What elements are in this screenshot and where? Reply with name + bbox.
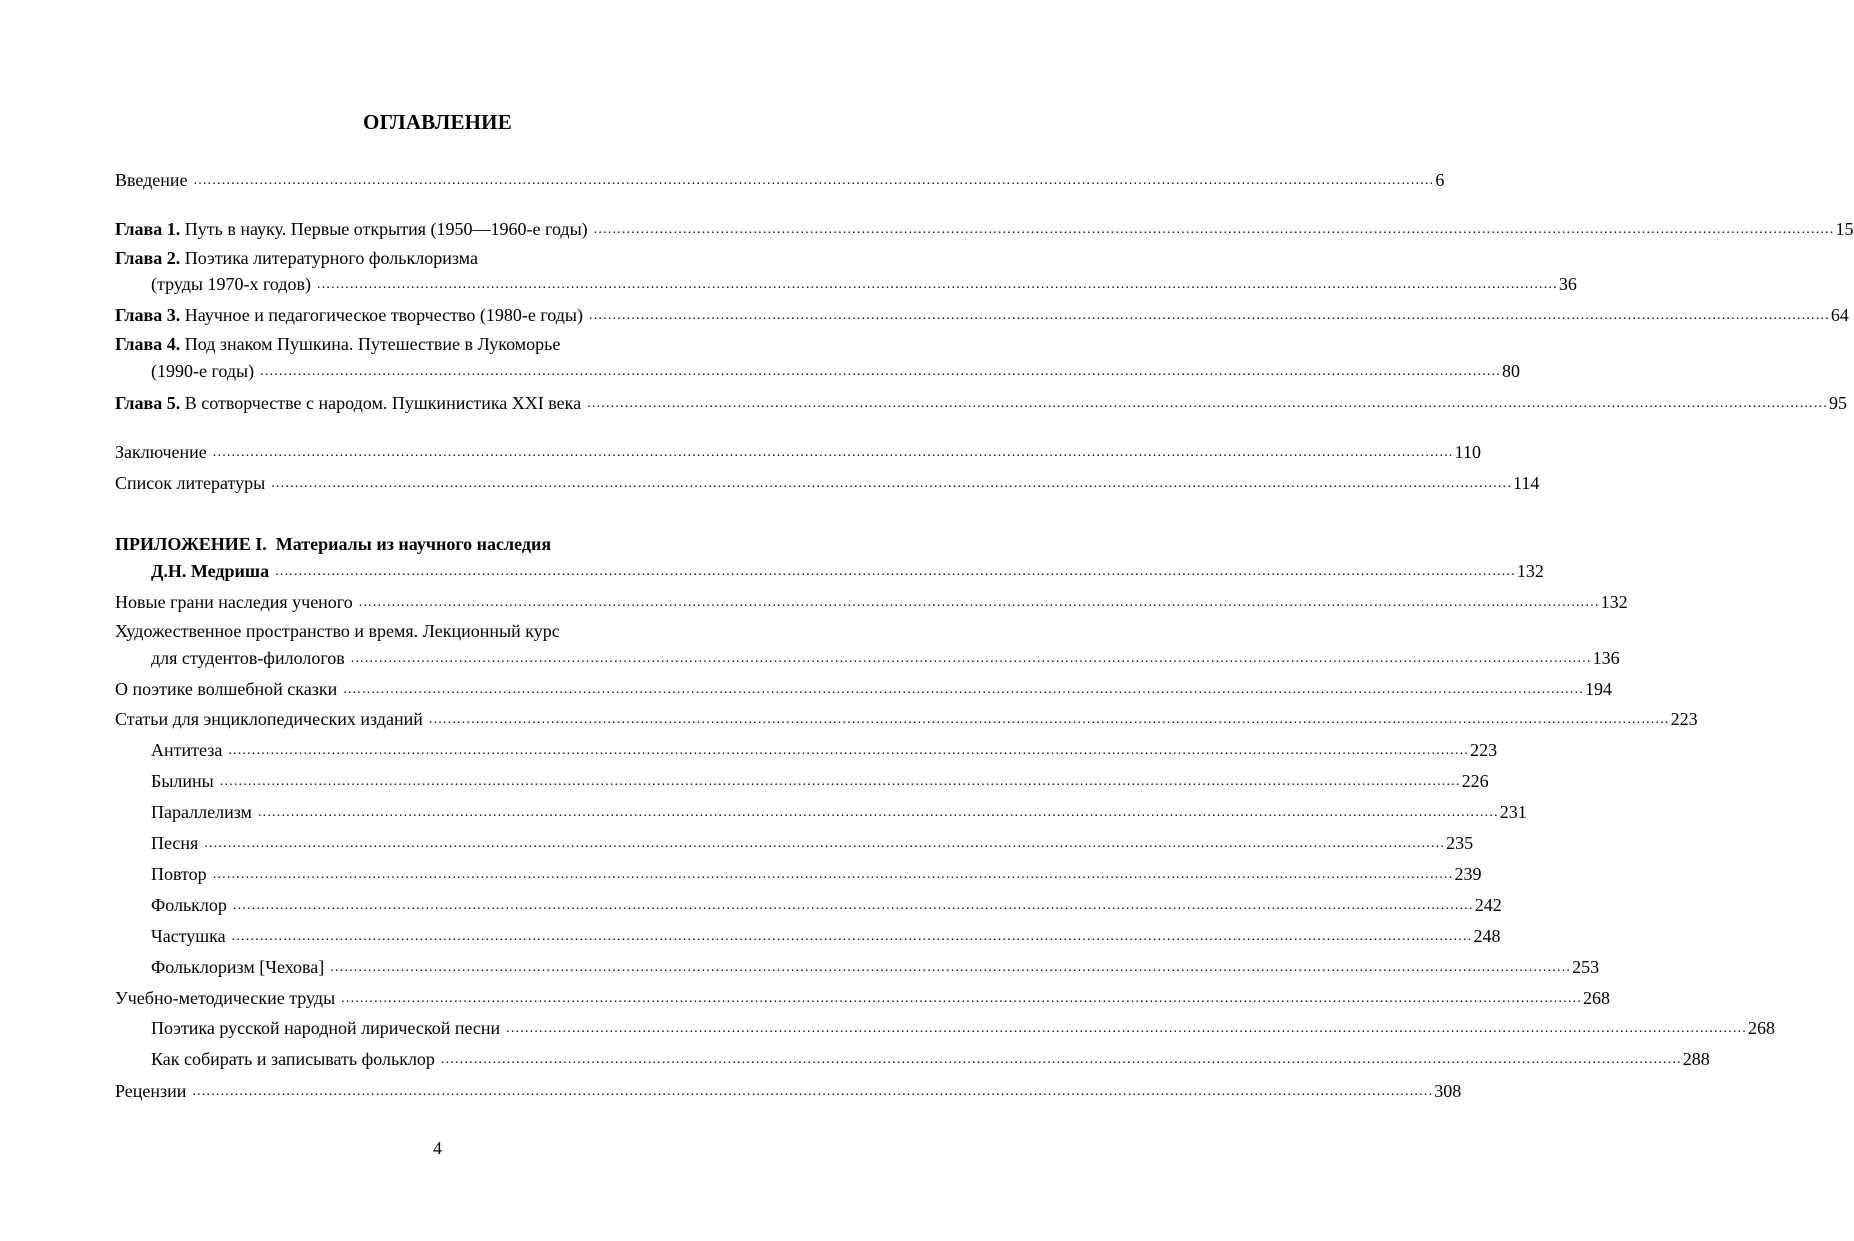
toc-label: Антитеза: [151, 740, 223, 760]
toc-page: 36: [1558, 274, 1577, 294]
toc-page: 242: [1474, 895, 1502, 915]
toc-label: Фольклоризм [Чехова]: [151, 957, 325, 977]
toc-entry-art-space[interactable]: [115, 620, 560, 642]
toc-label: Статьи для энциклопедических изданий: [115, 709, 423, 729]
dot-leader: ........................................................................................................................................................................................................................................................................: [204, 836, 1446, 851]
toc-entry-folklorism[interactable]: [151, 954, 1600, 978]
page-title: ОГЛАВЛЕНИЕ: [363, 110, 512, 134]
dot-leader: ........................................................................................................................................................................................................................................................................: [343, 682, 1585, 697]
toc-label: Фольклор: [151, 895, 227, 915]
toc-label: Рецензии: [115, 1081, 187, 1101]
dot-leader: ........................................................................................................................................................................................................................................................................: [219, 774, 1461, 789]
dot-leader: ........................................................................................................................................................................................................................................................................: [271, 476, 1513, 491]
toc-page: 132: [1516, 561, 1544, 581]
toc-page: 95: [1828, 393, 1847, 413]
toc-page: 231: [1499, 802, 1527, 822]
dot-leader: ........................................................................................................................................................................................................................................................................: [358, 595, 1600, 610]
dot-leader: ........................................................................................................................................................................................................................................................................: [350, 651, 1592, 666]
toc-page: 239: [1454, 864, 1482, 884]
toc-entry-chapter-5[interactable]: [115, 390, 1847, 414]
dot-leader: ........................................................................................................................................................................................................................................................................: [260, 364, 1501, 379]
toc-label: Учебно-методические труды: [115, 988, 336, 1008]
dot-leader: ........................................................................................................................................................................................................................................................................: [232, 898, 1474, 913]
toc-entry-art-space-cont[interactable]: [151, 645, 1620, 669]
toc-page: 114: [1513, 473, 1540, 493]
dot-leader: ........................................................................................................................................................................................................................................................................: [317, 277, 1558, 292]
toc-page: 80: [1501, 361, 1520, 381]
toc-page: 132: [1600, 592, 1628, 612]
toc-label: Научное и педагогическое творчество (1980-е годы): [184, 305, 584, 325]
toc-page: 226: [1461, 771, 1489, 791]
toc-entry-bibliography[interactable]: [115, 470, 1540, 494]
toc-page: 194: [1585, 679, 1613, 699]
dot-leader: ........................................................................................................................................................................................................................................................................: [275, 564, 1516, 579]
toc-entry-lyric-song[interactable]: [151, 1015, 1775, 1039]
dot-leader: ........................................................................................................................................................................................................................................................................: [231, 929, 1473, 944]
toc-entry-chapter-1[interactable]: [115, 216, 1854, 240]
toc-entry-repetition[interactable]: [151, 861, 1482, 885]
toc-page: 288: [1682, 1049, 1710, 1069]
toc-entry-chastushka[interactable]: [151, 923, 1501, 947]
toc-label: Новые грани наследия ученого: [115, 592, 353, 612]
dot-leader: ........................................................................................................................................................................................................................................................................: [589, 308, 1830, 323]
chapter-prefix: Глава 4.: [115, 334, 181, 354]
toc-entry-new-facets[interactable]: [115, 589, 1628, 613]
chapter-prefix: Глава 1.: [115, 219, 181, 239]
chapter-prefix: Глава 2.: [115, 248, 181, 268]
toc-label: Былины: [151, 771, 214, 791]
toc-label: Заключение: [115, 442, 207, 462]
toc-page: 235: [1446, 833, 1474, 853]
toc-entry-intro[interactable]: [115, 167, 1445, 191]
toc-entry-antithesis[interactable]: [151, 737, 1498, 761]
dot-leader: ........................................................................................................................................................................................................................................................................: [428, 712, 1670, 727]
dot-leader: ........................................................................................................................................................................................................................................................................: [193, 173, 1435, 188]
toc-entry-parallelism[interactable]: [151, 799, 1527, 823]
toc-page: 110: [1454, 442, 1481, 462]
toc-page: 64: [1830, 305, 1849, 325]
toc-entry-byliny[interactable]: [151, 768, 1489, 792]
toc-page: 308: [1434, 1081, 1462, 1101]
toc-label-cont: Д.Н. Медриша: [151, 561, 270, 581]
dot-leader: ........................................................................................................................................................................................................................................................................: [440, 1052, 1682, 1067]
toc-page: 253: [1572, 957, 1600, 977]
toc-page: 15: [1835, 219, 1854, 239]
toc-entry-appendix[interactable]: [115, 533, 551, 555]
toc-label: Под знаком Пушкина. Путешествие в Лукоморье: [184, 334, 561, 354]
toc-label: Песня: [151, 833, 199, 853]
toc-label: Художественное пространство и время. Лекционный курс: [115, 621, 560, 641]
toc-page: 6: [1435, 170, 1445, 190]
toc-label: Параллелизм: [151, 802, 252, 822]
toc-label: Список литературы: [115, 473, 266, 493]
toc-label: О поэтике волшебной сказки: [115, 679, 338, 699]
toc-entry-conclusion[interactable]: [115, 439, 1481, 463]
dot-leader: ........................................................................................................................................................................................................................................................................: [228, 743, 1470, 758]
dot-leader: ........................................................................................................................................................................................................................................................................: [506, 1021, 1747, 1036]
toc-entry-folklore[interactable]: [151, 892, 1502, 916]
toc-page: 223: [1470, 740, 1498, 760]
dot-leader: ........................................................................................................................................................................................................................................................................: [593, 222, 1835, 237]
toc-page: 223: [1670, 709, 1698, 729]
chapter-prefix: Глава 3.: [115, 305, 181, 325]
toc-label: Повтор: [151, 864, 207, 884]
toc-page: 268: [1747, 1018, 1775, 1038]
toc-label: В сотворчестве с народом. Пушкинистика XXI века: [184, 393, 582, 413]
dot-leader: ........................................................................................................................................................................................................................................................................: [212, 867, 1454, 882]
chapter-prefix: Глава 5.: [115, 393, 181, 413]
dot-leader: ........................................................................................................................................................................................................................................................................: [341, 991, 1582, 1006]
toc-entry-chapter-4-cont[interactable]: [151, 358, 1520, 382]
toc-label: Введение: [115, 170, 188, 190]
toc-entry-chapter-2[interactable]: [115, 247, 478, 269]
dot-leader: ........................................................................................................................................................................................................................................................................: [330, 960, 1572, 975]
toc-label: Поэтика литературного фольклоризма: [184, 248, 478, 268]
toc-entry-appendix-cont[interactable]: [151, 558, 1544, 582]
toc-entry-chapter-2-cont[interactable]: [151, 271, 1577, 295]
toc-page: 136: [1592, 648, 1620, 668]
dot-leader: ........................................................................................................................................................................................................................................................................: [192, 1084, 1434, 1099]
toc-entry-methodical[interactable]: [115, 985, 1610, 1009]
toc-entry-reviews[interactable]: [115, 1078, 1462, 1102]
toc-entry-song[interactable]: [151, 830, 1474, 854]
toc-label: Как собирать и записывать фольклор: [151, 1049, 435, 1069]
toc-entry-fairy-tale[interactable]: [115, 676, 1613, 700]
toc-label: Поэтика русской народной лирической песни: [151, 1018, 501, 1038]
toc-label-cont: (труды 1970-х годов): [151, 274, 312, 294]
page-number: 4: [433, 1138, 442, 1158]
dot-leader: ........................................................................................................................................................................................................................................................................: [212, 445, 1454, 460]
toc-entry-collect[interactable]: [151, 1046, 1710, 1070]
toc-entry-encyclopedia[interactable]: [115, 706, 1698, 730]
toc-page: 248: [1473, 926, 1501, 946]
toc-page: 268: [1582, 988, 1610, 1008]
toc-label: ПРИЛОЖЕНИЕ I. Материалы из научного наследия: [115, 534, 552, 554]
toc-entry-chapter-3[interactable]: [115, 302, 1849, 326]
toc-label-cont: (1990-е годы): [151, 361, 255, 381]
dot-leader: ........................................................................................................................................................................................................................................................................: [257, 805, 1499, 820]
toc-label-cont: для студентов-филологов: [151, 648, 345, 668]
toc-entry-chapter-4[interactable]: [115, 333, 560, 355]
toc-label: Частушка: [151, 926, 226, 946]
toc-label: Путь в науку. Первые открытия (1950—1960-е годы): [184, 219, 588, 239]
dot-leader: ........................................................................................................................................................................................................................................................................: [587, 396, 1828, 411]
